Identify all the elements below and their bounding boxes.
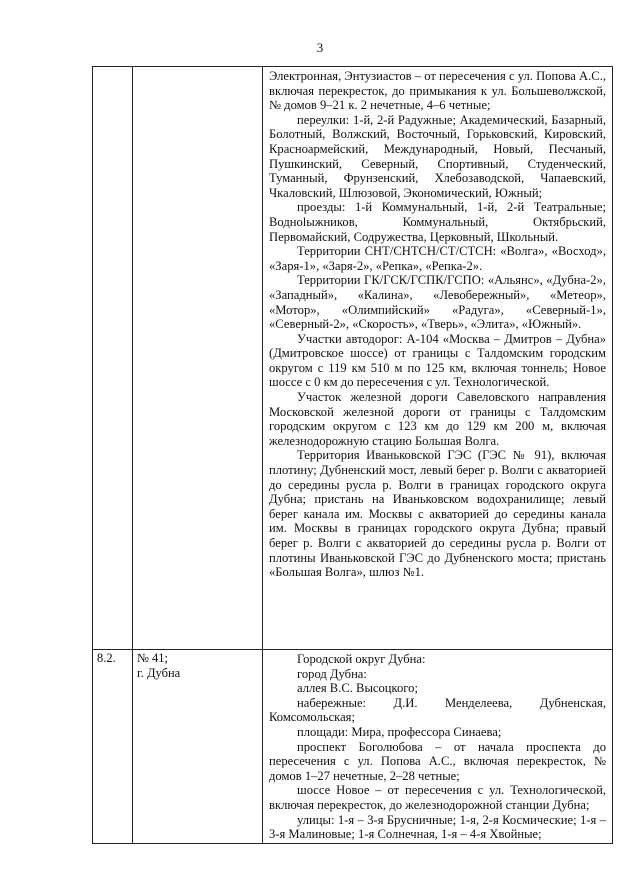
table-row bbox=[93, 650, 613, 844]
table-row bbox=[93, 67, 613, 650]
boundary-paragraph: переулки: 1-й, 2-й Радужные; Академический, Базарный, Болотный, Волжский, Восточный, Горьковский, Кировский, Красноармейский, Международный, Новый, Песчаный, Пушкинский, Северный, Спортивный, Студенческий, Туманный, Фрунзенский, Хлебозаводской, Чапаевский, Чкаловский, Шлюзовой, Экономический, Южный; bbox=[269, 112, 606, 200]
boundary-paragraph: Территории СНТ/СНТСН/СТ/СТСН: «Волга», «Восход», «Заря-1», «Заря-2», «Репка», «Репка-2». bbox=[269, 244, 606, 273]
boundary-paragraph: Участок железной дороги Савеловского направления Московской железной дороги от границы с Талдомским городским округом с 123 км до 129 км 200 м, включая железнодорожную стацию Большая Волга. bbox=[269, 390, 606, 448]
boundary-paragraph: проезды: 1-й Коммунальный, 1-й, 2-й Театральные; Водноlыжников, Коммунальный, Октябрьский, Первомайский, Содружества, Церковный, Школьный. bbox=[269, 200, 606, 244]
boundary-paragraph: проспект Боголюбова – от начала проспекта до пересечения с ул. Попова А.С., включая перекресток, № домов 1–27 нечетные, 2–28 четные; bbox=[269, 739, 606, 783]
boundary-paragraph: шоссе Новое – от пересечения с ул. Технологической, включая перекресток, до железнодорожной станции Дубна; bbox=[269, 783, 606, 812]
boundary-paragraph: Территория Иваньковской ГЭС (ГЭС № 91), включая плотину; Дубненский мост, левый берег р. Волги с акваторией до середины русла р. Волги в границах городского округа Дубна; пристань на Иваньковском водохранилище; левый берег канала им. Москвы с акваторией до середины канала им. Москвы в границах городского округа Дубна; правый берег р. Волги с акваторией до середины русла р. Волги от плотины Иваньковской ГЭС до Дубненского моста; пристань «Большая Волга», шлюз №1. bbox=[269, 448, 606, 580]
boundary-paragraph: Электронная, Энтузиастов – от пересечения с ул. Попова А.С., включая перекресток, до примыкания к ул. Большеволжской, № домов 9–21 к. 2 нечетные, 4–6 четные; bbox=[269, 69, 606, 113]
document-table bbox=[92, 66, 613, 844]
district-number: № 41; bbox=[137, 651, 169, 665]
boundary-description-cell bbox=[263, 67, 613, 650]
boundary-description-cell bbox=[263, 650, 613, 844]
boundary-paragraph: набережные: Д.И. Менделеева, Дубненская, Комсомольская; bbox=[269, 695, 606, 725]
boundary-paragraph: Участки автодорог: А-104 «Москва – Дмитров – Дубна» (Дмитровское шоссе) от границы с Талдомским городским округом с 119 км 510 м по 125 км, включая тоннель; Новое шоссе с 0 км до пересечения с ул. Технологической. bbox=[269, 331, 606, 390]
row-number-cell bbox=[93, 67, 133, 650]
boundary-paragraph: Территории ГК/ГСК/ГСПК/ГСПО: «Альянс», «Дубна-2», «Западный», «Калина», «Левобережный», «Метеор», «Мотор», «Олимпийский» «Радуга», «Северный-1», «Северный-2», «Скорость», «Тверь», «Элита», «Южный». bbox=[269, 273, 606, 332]
district-cell bbox=[133, 650, 263, 844]
boundary-paragraph: город Дубна: bbox=[297, 666, 367, 681]
boundary-paragraph: площади: Мира, профессора Синаева; bbox=[297, 724, 502, 739]
page-number: 3 bbox=[316, 40, 324, 55]
row-number-cell: 8.2. bbox=[93, 650, 133, 844]
boundary-paragraph: аллея В.С. Высоцкого; bbox=[297, 681, 418, 696]
boundary-paragraph: улицы: 1-я – 3-я Брусничные; 1-я, 2-я Космические; 1-я – 3-я Малиновые; 1-я Солнечная, 1-я – 4-я Хвойные; bbox=[269, 812, 606, 842]
district-city: г. Дубна bbox=[137, 666, 181, 680]
boundary-paragraph: Городской округ Дубна: bbox=[297, 652, 426, 666]
district-cell bbox=[133, 67, 263, 650]
